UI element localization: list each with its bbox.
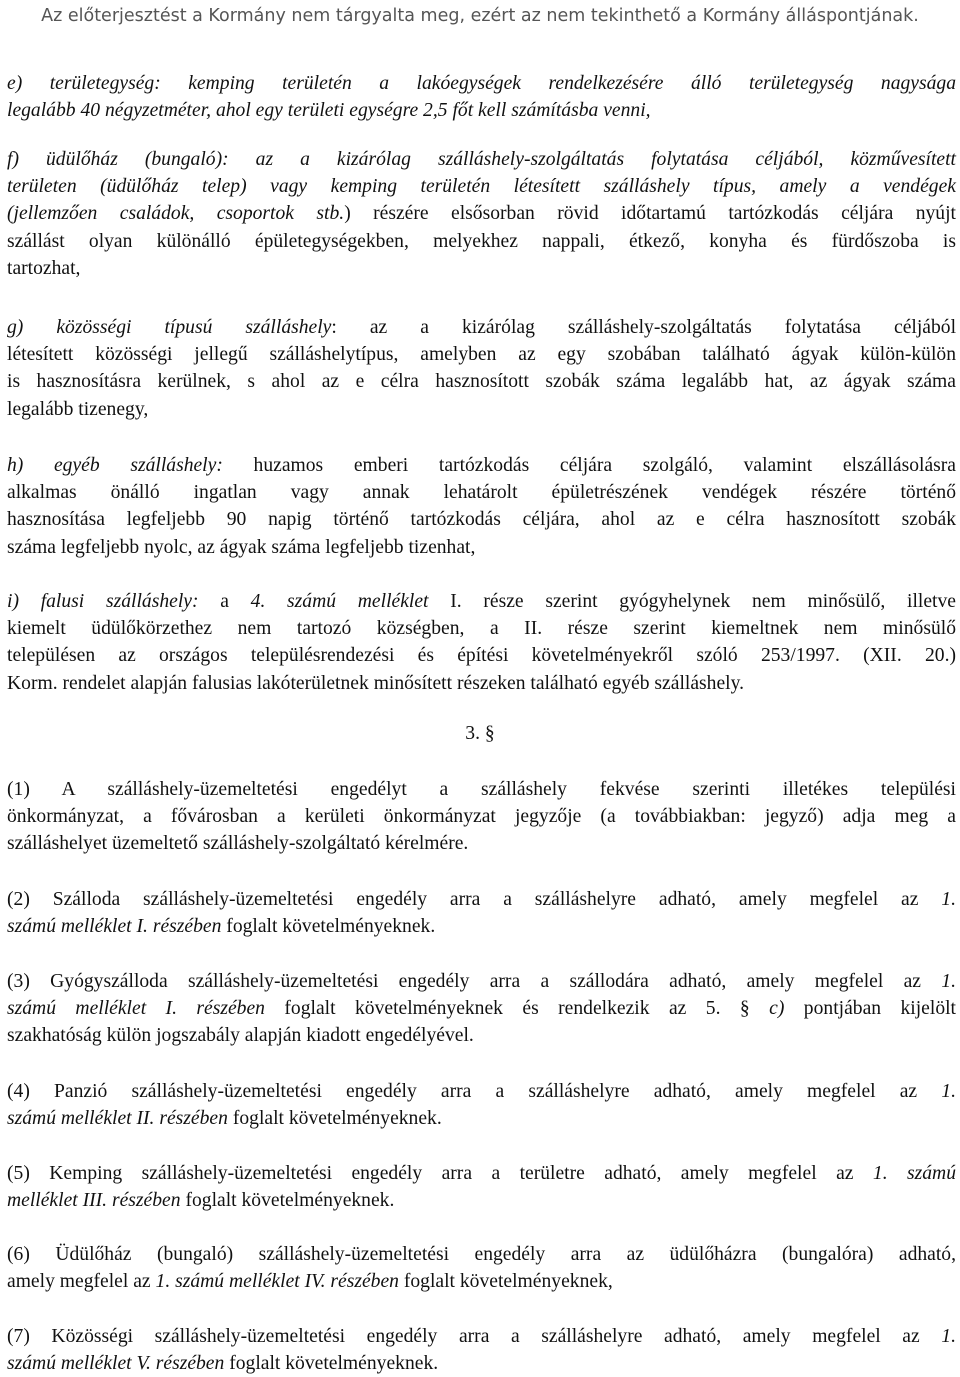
text-line: [7, 830, 956, 857]
text-segment: is hasznosításra kerülnek, s ahol az e célra hasznosított szobák száma legalább hat, az ágyak száma: [7, 371, 956, 393]
text-segment: 1.: [941, 1081, 956, 1102]
paragraph-h: [7, 452, 956, 561]
text-segment: 4. számú melléklet: [250, 591, 429, 612]
text-line: [7, 1105, 956, 1132]
text-segment: településen az országos településrendezési és építési követelményekről szóló 253/1997. (XII. 20.): [7, 645, 956, 667]
text-segment: i) falusi szálláshely:: [7, 591, 199, 612]
text-segment: pontjában kijelölt: [784, 998, 957, 1020]
text-segment: 1. számú: [872, 1163, 957, 1184]
paragraph-p6: [7, 1241, 956, 1295]
section-heading: 3. §: [465, 723, 495, 744]
text-segment: e): [7, 73, 50, 94]
text-segment: szállást olyan különálló épületegységekben, melyekhez nappali, étkező, konyha és fürdőszoba is: [7, 230, 956, 252]
text-line: [7, 1022, 956, 1049]
text-segment: alkalmas önálló ingatlan vagy annak lehatárolt épületrészének vendégek részére történő: [7, 482, 956, 504]
text-segment: a: [198, 591, 251, 612]
text-segment: Korm. rendelet alapján falusias lakóterületnek minősített részeken található egyéb szálláshely.: [7, 672, 745, 694]
paragraph-g: [7, 314, 956, 423]
text-segment: foglalt követelményeknek.: [180, 1190, 395, 1212]
text-segment: foglalt követelményeknek.: [221, 916, 436, 938]
text-line: [7, 642, 956, 669]
text-line: [7, 1160, 956, 1187]
text-segment: (2) Szálloda szálláshely-üzemeltetési engedély arra a szálláshelyre adható, amely megfelel az: [7, 889, 942, 910]
text-segment: (3) Gyógyszálloda szálláshely-üzemeltetési engedély arra a szállodára adható, amely megfelel az: [7, 971, 942, 992]
text-segment: legalább tizenegy,: [7, 398, 149, 420]
text-line: [7, 173, 956, 200]
text-line: [7, 803, 956, 830]
text-segment: kiemelt üdülőkörzethez nem tartozó községben, a II. része szerint kiemeltnek nem minősülő: [7, 618, 956, 640]
disclaimer-header: Az előterjesztést a Kormány nem tárgyalta meg, ezért az nem tekinthető a Kormány álláspontjának.: [41, 6, 919, 26]
text-line: [7, 886, 956, 913]
text-segment: amely megfelel az: [7, 1271, 156, 1293]
text-segment: h) egyéb szálláshely:: [7, 455, 223, 476]
text-line: [7, 146, 956, 173]
text-segment: száma legfeljebb nyolc, az ágyak száma legfeljebb tizenhat,: [7, 536, 476, 558]
text-line: [7, 968, 956, 995]
text-segment: I. része szerint gyógyhelynek nem minősülő, illetve: [428, 591, 956, 612]
text-line: [7, 1323, 956, 1350]
paragraph-e: [7, 70, 956, 124]
paragraph-p3: [7, 968, 956, 1050]
text-segment: huzamos emberi tartózkodás céljára szolgáló, valamint elszállásolásra: [222, 455, 956, 476]
paragraph-p4: [7, 1078, 956, 1132]
text-line: [7, 776, 956, 803]
text-segment: (7) Közösségi szálláshely-üzemeltetési engedély arra a szálláshelyre adható, amely megfelel az: [7, 1326, 942, 1347]
paragraph-p1: [7, 776, 956, 858]
text-line: [7, 1078, 956, 1105]
text-line: [7, 670, 956, 697]
paragraph-f: [7, 146, 956, 282]
text-segment: foglalt követelményeknek és rendelkezik az 5. §: [264, 998, 770, 1020]
text-segment: 1.: [941, 889, 956, 910]
text-segment: : az a kizárólag szálláshely-szolgáltatás folytatása céljából: [331, 317, 957, 338]
text-line: [7, 1241, 956, 1268]
text-segment: területen (üdülőház telep) vagy kemping területén létesített szálláshely típus, amely a vendégek: [7, 176, 956, 198]
text-line: [7, 1350, 956, 1377]
text-line: [7, 200, 956, 227]
text-segment: (jellemzően családok, csoportok stb.: [7, 203, 345, 225]
text-line: [7, 452, 956, 479]
text-segment: számú melléklet I. részében: [7, 998, 265, 1020]
text-segment: hasznosítása legfeljebb 90 napig történő tartózkodás céljára, ahol az e célra hasznosított szobák: [7, 509, 956, 531]
text-segment: ) részére elsősorban rövid időtartamú tartózkodás céljára nyújt: [344, 203, 956, 225]
text-segment: melléklet III. részében: [7, 1190, 181, 1212]
text-segment: foglalt követelményeknek.: [227, 1108, 442, 1130]
text-segment: f) üdülőház (bungaló): [7, 149, 223, 170]
text-segment: (4) Panzió szálláshely-üzemeltetési engedély arra a szálláshelyre adható, amely megfelel az: [7, 1081, 942, 1102]
text-segment: : kemping területén a lakóegységek rendelkezésére álló területegység nagysága: [154, 73, 956, 94]
text-line: [7, 314, 956, 341]
text-line: [7, 615, 956, 642]
text-segment: : az a kizárólag szálláshely-szolgáltatás folytatása céljából, közművesített: [222, 149, 956, 170]
text-segment: c): [769, 998, 785, 1020]
text-line: [7, 506, 956, 533]
text-segment: szálláshelyet üzemeltető szálláshely-szolgáltató kérelmére.: [7, 833, 469, 855]
paragraph-p5: [7, 1160, 956, 1214]
text-line: [7, 70, 956, 97]
text-segment: legalább 40 négyzetméter, ahol egy területi egységre 2,5 főt kell számításba venni,: [7, 100, 651, 122]
text-segment: tartozhat,: [7, 257, 81, 279]
text-segment: (5) Kemping szálláshely-üzemeltetési engedély arra a területre adható, amely megfelel az: [7, 1163, 873, 1184]
text-line: [7, 1268, 956, 1295]
text-segment: (1) A szálláshely-üzemeltetési engedélyt a szálláshely fekvése szerinti illetékes települési: [7, 779, 956, 800]
text-segment: g) közösségi típusú szálláshely: [7, 317, 332, 338]
text-line: [7, 995, 956, 1022]
text-segment: foglalt követelményeknek.: [224, 1353, 439, 1375]
text-line: [7, 913, 956, 940]
text-segment: létesített közösségi jellegű szálláshelytípus, amelyben az egy szobában található ágyak külön-külön: [7, 344, 956, 366]
text-line: [7, 479, 956, 506]
text-line: [7, 255, 956, 282]
text-line: [7, 341, 956, 368]
text-segment: számú melléklet I. részében: [7, 916, 222, 938]
text-line: [7, 396, 956, 423]
text-segment: önkormányzat, a fővárosban a kerületi önkormányzat jegyzője (a továbbiakban: jegyző) adja meg a: [7, 806, 956, 828]
text-segment: számú melléklet V. részében: [7, 1353, 225, 1375]
text-segment: foglalt követelményeknek,: [398, 1271, 613, 1293]
text-segment: területegység: [49, 73, 155, 94]
text-line: [7, 1187, 956, 1214]
text-segment: 1.: [941, 971, 956, 992]
text-line: [7, 368, 956, 395]
text-line: [7, 228, 956, 255]
text-segment: számú melléklet II. részében: [7, 1108, 228, 1130]
paragraph-p2: [7, 886, 956, 940]
text-segment: szakhatóság külön jogszabály alapján kiadott engedélyével.: [7, 1025, 474, 1047]
text-segment: (6) Üdülőház (bungaló) szálláshely-üzemeltetési engedély arra az üdülőházra (bungalóra) adható,: [7, 1244, 956, 1265]
paragraph-p7: [7, 1323, 956, 1377]
text-segment: 1.: [941, 1326, 956, 1347]
paragraph-i: [7, 588, 956, 697]
text-line: [7, 588, 956, 615]
text-line: [7, 97, 956, 124]
text-segment: 1. számú melléklet IV. részében: [155, 1271, 399, 1293]
text-line: [7, 534, 956, 561]
